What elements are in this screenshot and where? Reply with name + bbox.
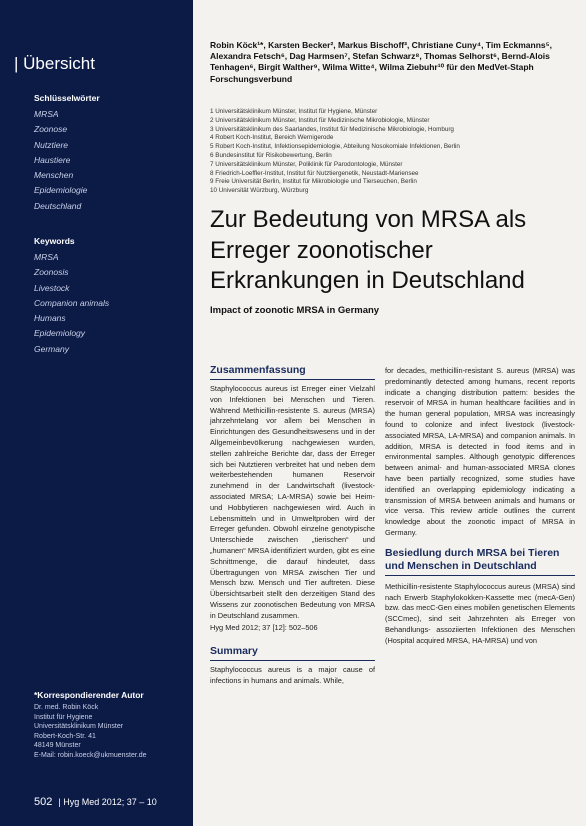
affiliation: 5 Robert Koch-Institut, Infektionsepidemiologie, Abteilung Nosokomiale Infektionen, Berlin — [210, 143, 460, 151]
corresponding-author-line: Institut für Hygiene — [34, 713, 93, 721]
page-number: 502 — [34, 796, 53, 808]
citation-ref: Hyg Med 2012; 37 [12]: 502–506 — [210, 622, 318, 632]
corresponding-author-line: Robert-Koch-Str. 41 — [34, 732, 96, 740]
summary-continued: for decades, methicillin-resistant S. aureus (MRSA) was predominantly detected among humans, recent reports indicate a changing distribution pattern: besides the reservoir of MRSA in human healthcare facilities and in the human general population, MRSA was increasingly found to colonize and infect livestock (livestock-associated MRSA, LA-MRSA) and companion animals. In addition, MRSA is detected in food items and in environmental samples. Although genotypic differences between animal- and human-associated MRSA clones have been partially recognized, some studies have identified an overlapping epidemiology indicating a transmission of MRSA between animals and humans or vice versa. This review article outlines the current knowledge about the zoonotic impact of MRSA in Germany. — [385, 366, 575, 537]
corresponding-author-heading: *Korrespondierender Autor — [34, 690, 144, 700]
corresponding-author-line: 48149 Münster — [34, 742, 81, 750]
keyword-en: Companion animals — [34, 297, 110, 308]
summary-text: Staphylococcus aureus is a major cause of infections in humans and animals. While, — [210, 665, 375, 686]
keyword-de: MRSA — [34, 109, 59, 119]
section-heading: Besiedlung durch MRSA bei Tieren und Menschen in Deutschland — [385, 547, 575, 576]
article-title: Zur Bedeutung von MRSA als Erreger zoonotischer Erkrankungen in Deutschland — [210, 206, 527, 294]
column-right — [385, 366, 575, 647]
affiliation: 10 Universität Würzburg, Würzburg — [210, 187, 309, 195]
author-list: Robin Köck¹*, Karsten Becker², Markus Bischoff³, Christiane Cuny⁴, Tim Eckmanns⁵, Alexandra Fetsch⁶, Dag Harmsen⁷, Stefan Schwarz⁸, Thomas Selhorst⁶, Bernd-Alois Tenhagen⁶, Birgit Walther⁹, Wilma Witte⁴, Wilma Ziebuhr¹⁰ für den MedVet-Staph Forschungsverbund — [210, 40, 552, 84]
keyword-en: Livestock — [34, 282, 70, 293]
corresponding-author-email: E-Mail: robin.koeck@ukmuenster.de — [34, 751, 147, 759]
affiliation: 6 Bundesinstitut für Risikobewertung, Berlin — [210, 151, 332, 159]
affiliation: 1 Universitätsklinikum Münster, Institut für Hygiene, Münster — [210, 108, 378, 115]
column-left — [210, 364, 375, 687]
keyword-en: MRSA — [34, 252, 59, 262]
keyword-de: Haustiere — [34, 154, 71, 165]
affiliation: 9 Freie Universität Berlin, Institut für Mikrobiologie und Tierseuchen, Berlin — [210, 178, 417, 186]
affiliation: 2 Universitätsklinikum Münster, Institut für Medizinische Mikrobiologie, Münster — [210, 116, 430, 124]
keyword-de: Deutschland — [34, 200, 82, 211]
keyword-de: Menschen — [34, 170, 74, 181]
section-text: Methicillin-resistente Staphylococcus aureus (MRSA) sind nach Erwerb Staphylokokken-Kassette mec (mecA-Gen) bzw. das mecC-Gen eines mobilen genetischen Elements (SCCmec), sind seit Jahrzehnten als Erreger von Behandlungs- assoziierten Infektionen des Menschen (Hospital acquired MRSA, HA-MRSA) und von — [385, 581, 575, 645]
corresponding-author-line: Dr. med. Robin Köck — [34, 704, 99, 711]
affiliations — [210, 108, 576, 196]
affiliation: 8 Friedrich-Loeffler-Institut, Institut für Nutztiergenetik, Neustadt-Mariensee — [210, 169, 419, 177]
keyword-de: Nutztiere — [34, 139, 69, 150]
keywords-de-heading: Schlüsselwörter — [34, 93, 100, 103]
affiliation: 4 Robert Koch-Institut, Bereich Wernigerode — [210, 134, 334, 142]
keywords-en — [34, 236, 109, 357]
zusammenfassung-text: Staphylococcus aureus ist Erreger einer Vielzahl von Infektionen bei Menschen und Tieren. Während Methicillin-resistente S. aureus (MRSA) jahrzehntelang vor allem bei Menschen in Einrichtungen des Gesundheitswesens und in der Allgemeinbevölkerung nachgewiesen wurden, stellen zahlreiche Berichte dar, dass der Erreger sich bei Nutztieren verbreitet hat und neben dem weiterbestehenden humanen Reservoir zunehmend in der Landwirtschaft (livestock-associated MRSA; LA-MRSA) sowie bei Heim- und Hobbytieren nachgewiesen wird. Auch in Lebensmitteln und in Umweltproben wird der Erreger gefunden. Obwohl einzelne genotypische Unterschiede zwischen „tierischen“ und „humanen“ MRSA identifiziert wurden, gibt es eine Schnittmenge, die darauf hindeutet, dass Übertragungen von MRSA zwischen Tier und Mensch bzw. Mensch und Tier auftreten. Diese Übersichtsarbeit stellt den derzeitigen Stand des Wissens zur zoonotischen Bedeutung von MRSA in Deutschland zusammen. — [210, 384, 375, 620]
keyword-en: Epidemiology — [34, 328, 86, 339]
corresponding-author-line: Universitätsklinikum Münster — [34, 723, 124, 731]
summary-heading: Summary — [210, 645, 375, 661]
keyword-en: Zoonosis — [34, 267, 69, 278]
keywords-de — [34, 93, 100, 214]
section-title: | Übersicht — [14, 54, 95, 73]
keyword-de: Epidemiologie — [34, 185, 88, 196]
affiliation: 7 Universitätsklinikum Münster, Poliklinik für Parodontologie, Münster — [210, 160, 403, 168]
keyword-en: Germany — [34, 343, 69, 354]
keywords-en-heading: Keywords — [34, 236, 75, 246]
journal-ref: | Hyg Med 2012; 37 – 10 — [58, 797, 157, 807]
keyword-en: Humans — [34, 313, 66, 324]
keyword-de: Zoonose — [34, 124, 68, 135]
article-subtitle: Impact of zoonotic MRSA in Germany — [210, 305, 380, 316]
zusammenfassung-heading: Zusammenfassung — [210, 364, 375, 380]
affiliation: 3 Universitätsklinikum des Saarlandes, Institut für Medizinische Mikrobiologie, Homburg — [210, 125, 454, 133]
sidebar — [0, 0, 193, 826]
corresponding-author — [34, 690, 184, 761]
page-footer — [34, 796, 157, 808]
